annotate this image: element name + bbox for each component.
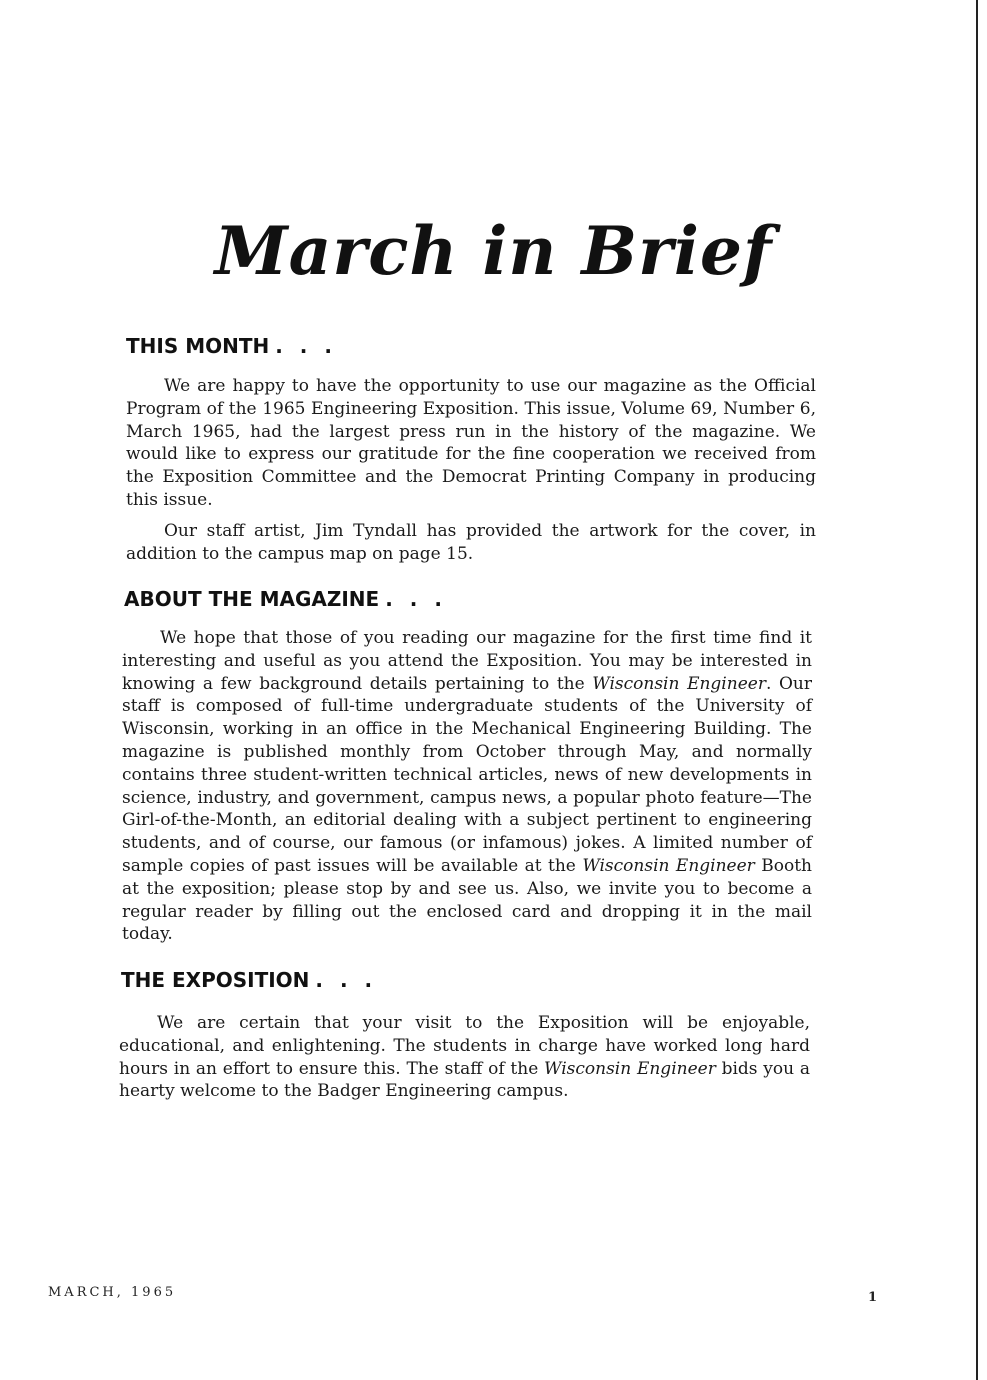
page-edge-line [976, 0, 978, 1380]
section-body-the-exposition [119, 1012, 810, 1103]
paragraph-text: Our staff artist, Jim Tyndall has provided the artwork for the cover, in addition to the campus map on page 15. [126, 520, 816, 564]
section-heading-dots: . . . [385, 587, 447, 611]
paragraph [126, 375, 816, 512]
paragraph-text: . Our staff is composed of full-time undergraduate students of the University of Wisconsin, working in an office in the Mechanical Engineering Building. The magazine is published monthly from October through May, and normally contains three student-written technical articles, news of new developments in science, industry, and government, campus news, a popular photo feature—The Girl-of-the-Month, an editorial dealing with a subject pertinent to engineering students, and of course, our famous (or infamous) jokes. A limited number of sample copies of past issues will be available at the [122, 673, 812, 876]
magazine-name-italic: Wisconsin Engineer [592, 673, 766, 694]
section-heading-the-exposition [121, 970, 377, 990]
section-heading-this-month [126, 336, 337, 356]
page-number: 1 [868, 1290, 878, 1305]
paragraph-text: bids you a hearty welcome to the Badger Engineering campus. [119, 1058, 810, 1102]
paragraph [119, 1012, 810, 1103]
section-heading-about-the-magazine [124, 589, 447, 609]
page-title: March in Brief [214, 212, 773, 290]
paragraph-text: We hope that those of you reading our magazine for the first time find it interesting and useful as you attend the Exposition. You may be interested in knowing a few background details pertaining to the [122, 628, 812, 694]
paragraph [126, 520, 816, 566]
section-heading-dots: . . . [275, 334, 337, 358]
section-heading-text: THE EXPOSITION [121, 968, 310, 992]
paragraph-text: We are certain that your visit to the Exposition will be enjoyable, educational, and enlightening. The students in charge have worked long hard hours in an effort to ensure this. The staff of the [119, 1013, 810, 1079]
magazine-name-italic: Wisconsin Engineer [544, 1058, 716, 1079]
section-body-this-month [126, 375, 816, 565]
paragraph [122, 627, 812, 946]
paragraph-text: Booth at the exposition; please stop by and see us. Also, we invite you to become a regular reader by filling out the enclosed card and dropping it in the mail today. [122, 855, 812, 945]
section-heading-dots: . . . [315, 968, 378, 992]
paragraph-text: We are happy to have the opportunity to use our magazine as the Official Program of the 1965 Engineering Exposition. This issue, Volume 69, Number 6, March 1965, had the largest press run in the history of the magazine. We would like to express our gratitude for the fine cooperation we received from the Exposition Committee and the Democrat Printing Company in producing this issue. [126, 376, 816, 510]
magazine-name-italic: Wisconsin Engineer [582, 855, 755, 876]
section-heading-text: ABOUT THE MAGAZINE [124, 587, 380, 611]
section-heading-text: THIS MONTH [126, 334, 270, 358]
section-body-about-the-magazine [122, 627, 812, 946]
footer-date: MARCH, 1965 [48, 1285, 177, 1300]
